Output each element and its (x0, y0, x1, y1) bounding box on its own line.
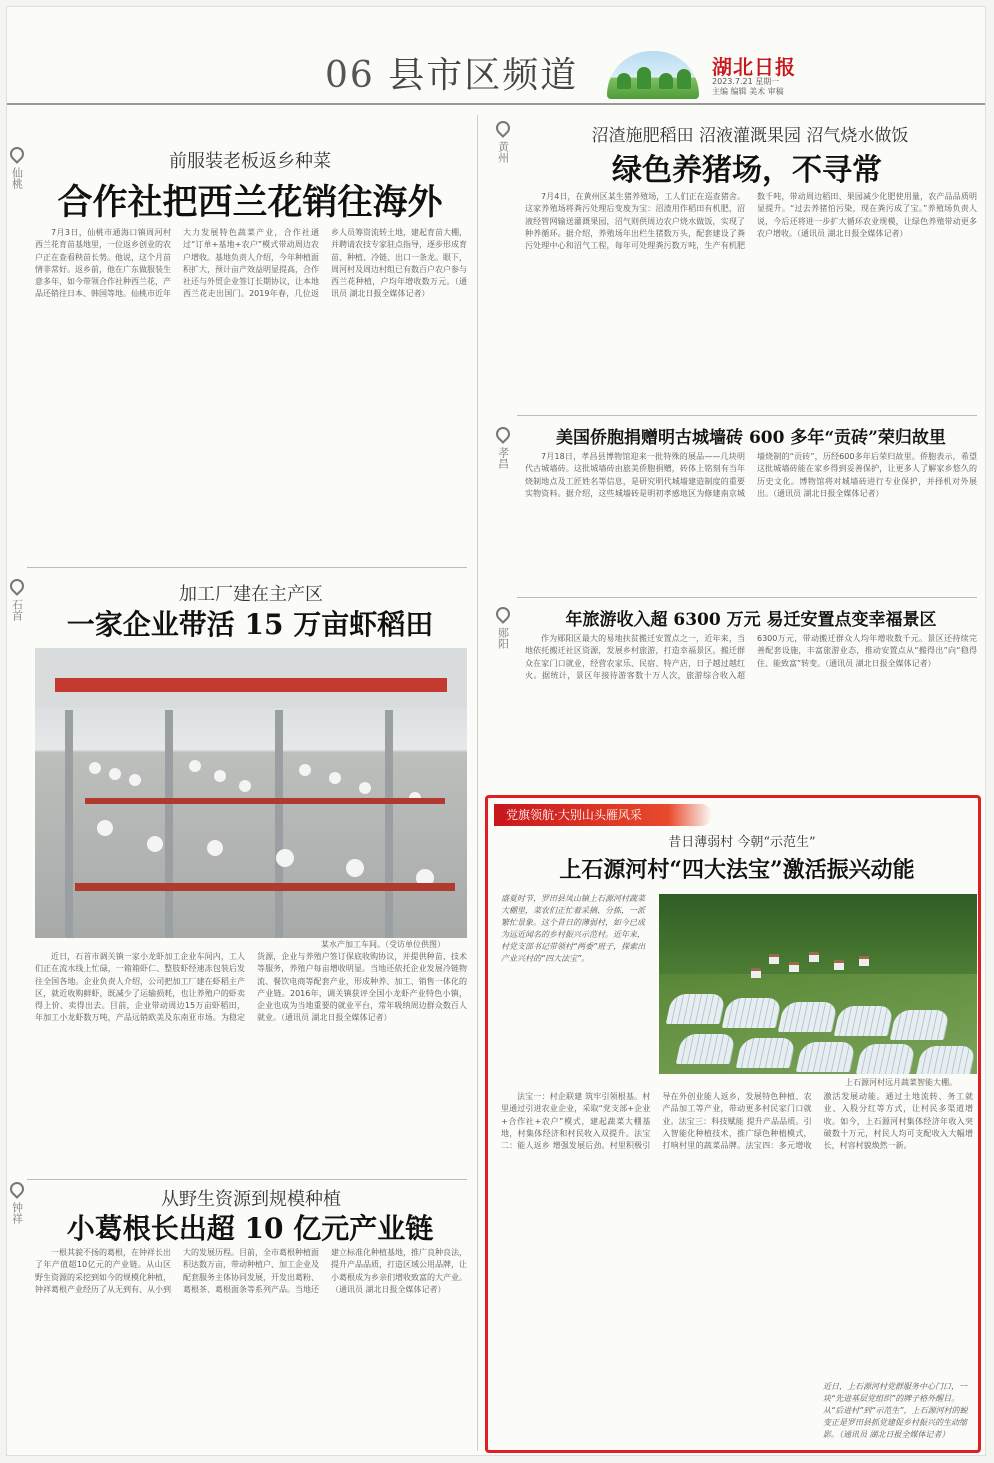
article-closing: 近日，上石源河村党群服务中心门口，一块“先进基层党组织”的牌子格外醒目。从“后进村”到“示范生”，上石源河村的蜕变正是罗田县抓党建促乡村振兴的生动缩影。（通讯员 湖北日报全媒体记者） (823, 1382, 968, 1439)
article-kicker: 前服装老板返乡种菜 (169, 151, 331, 172)
article-divider (27, 1179, 467, 1180)
region-label-shishou: 石首 (10, 579, 24, 621)
location-pin-icon (7, 576, 27, 596)
location-pin-icon (493, 604, 513, 624)
article-intro: 盛夏时节，罗田县凤山镇上石源河村蔬菜大棚里，菜农们正忙着采摘、分拣，一派繁忙景象。这个昔日的薄弱村，如今已成为远近闻名的乡村振兴示范村。近年来，村党支部书记带领村“两委”班子，探索出产业兴村的“四大法宝”。 (501, 894, 646, 963)
location-pin-icon (7, 1179, 27, 1199)
article-headline: 绿色养猪场，不寻常 (612, 153, 882, 188)
article-headline: 美国侨胞捐赠明古城墙砖 600 多年“贡砖”荣归故里 (556, 428, 946, 448)
column-divider (477, 115, 478, 1451)
article-headline: 上石源河村“四大法宝”激活振兴动能 (559, 857, 915, 883)
photo-caption: 某水产加工车间。（受访单位供图） (321, 940, 445, 949)
article-headline: 合作社把西兰花销往海外 (57, 182, 443, 223)
article-divider (517, 415, 977, 416)
article-headline: 一家企业带活 15 万亩虾稻田 (66, 608, 434, 641)
article-body: 7月4日，在黄州区某生猪养殖场，工人们正在巡查猪舍。这家养殖场将粪污处理后变废为宝：沼渣用作稻田有机肥，沼液经管网输送灌溉果园，沼气则供周边农户烧水做饭，实现了种养循环。据介绍，养殖场年出栏生猪数万头，配套建设了粪污处理中心和沼气工程，每年可处理粪污数万吨，生产有机肥数千吨，带动周边稻田、果园减少化肥使用量，农产品品质明显提升。“过去养猪怕污染，现在粪污成了宝。”养殖场负责人说，今后还将进一步扩大循环农业规模，让绿色养殖带动更多农户增收。（通讯员 湖北日报全媒体记者） (525, 192, 977, 251)
region-label-zhongxiang: 钟祥 (10, 1182, 24, 1224)
article-headline: 小葛根长出超 10 亿元产业链 (66, 1212, 434, 1245)
masthead-date-block (712, 77, 784, 97)
article-body: 近日，石首市调关镇一家小龙虾加工企业车间内，工人们正在流水线上忙碌，一箱箱虾仁、整肢虾经速冻包装后发往全国各地。企业负责人介绍，公司把加工厂建在虾稻主产区，就近收购鲜虾，既减少了运输损耗，也让养殖户的虾卖得上价、卖得出去。目前，企业带动周边15万亩虾稻田，年加工小龙虾数万吨，产品远销欧美及东南亚市场。为稳定货源，企业与养殖户签订保底收购协议，并提供种苗、技术等服务，养殖户每亩增收明显。当地还依托企业发展冷链物流、餐饮电商等配套产业，形成种养、加工、销售一体化的产业链。2016年，调关镇获评全国小龙虾产业特色小镇，企业也成为当地重要的就业平台，常年吸纳周边群众数百人就业。（通讯员 湖北日报全媒体记者） (35, 952, 467, 1023)
article-body: 法宝一：村企联建 筑牢引领根基。村里通过引进农业企业，采取“党支部+企业+合作社+农户”模式，建起蔬菜大棚基地，村集体经济和村民收入双提升。法宝二：能人返乡 增强发展后劲。村里积极引导在外创业能人返乡，发展特色种植、农产品加工等产业，带动更多村民家门口就业。法宝三：科技赋能 提升产品品质。引入智能化种植技术，推广绿色种植模式，打响村里的蔬菜品牌。法宝四：多元增收 激活发展动能。通过土地流转、务工就业、入股分红等方式，让村民多渠道增收。如今，上石源河村集体经济年收入突破数十万元，村民人均可支配收入大幅增长，村容村貌焕然一新。 (501, 1092, 973, 1151)
masthead (7, 7, 985, 103)
masthead-editors: 主编 编辑 美术 审稿 (712, 87, 784, 96)
article-body: 作为郧阳区最大的易地扶贫搬迁安置点之一，近年来，当地依托搬迁社区资源，发展乡村旅游，打造幸福景区。搬迁群众在家门口就业，经营农家乐、民宿、特产店，日子越过越红火。据统计，景区年接待游客数十万人次，旅游综合收入超6300万元，带动搬迁群众人均年增收数千元。景区还持续完善配套设施，丰富旅游业态，推动安置点从“搬得出”向“稳得住、能致富”转变。（通讯员 湖北日报全媒体记者） (525, 634, 977, 680)
column-banner: 党旗领航·大别山头雁风采 (494, 804, 712, 826)
location-pin-icon (7, 144, 27, 164)
village-greenhouse-photo (659, 894, 977, 1074)
section-name: 县市区频道 (388, 55, 579, 96)
newspaper-page (6, 6, 986, 1456)
location-pin-icon (493, 118, 513, 138)
region-label-xiaochang: 孝昌 (496, 427, 510, 469)
region-label-yunyang: 郧阳 (496, 607, 510, 649)
article-divider (517, 597, 977, 598)
masthead-rule (7, 103, 985, 105)
article-body: 7月3日，仙桃市通海口镇周河村西兰花育苗基地里，一位返乡创业的农户正在查看秧苗长势。他说，这个月苗情非常好。返乡前，他在广东做服装生意多年，如今带领合作社种西兰花，产品还销往日本、韩国等地。仙桃市近年大力发展特色蔬菜产业，合作社通过“订单+基地+农户”模式带动周边农户增收。基地负责人介绍，今年种植面积扩大，预计亩产效益明显提高，合作社还与外贸企业签订长期协议，让本地西兰花走出国门。2019年春，几位返乡人员筹资流转土地，建起育苗大棚，并聘请农技专家驻点指导，逐步形成育苗、种植、冷链、出口一条龙。眼下，周河村及周边村组已有数百户农户参与西兰花种植，户均年增收数万元。（通讯员 湖北日报全媒体记者） (35, 228, 467, 299)
region-label-huangzhou: 黄州 (496, 121, 510, 163)
article-kicker: 从野生资源到规模种植 (161, 1189, 341, 1210)
section-title (325, 47, 578, 98)
article-divider (27, 567, 467, 568)
article-kicker: 昔日薄弱村 今朝“示范生” (668, 835, 816, 850)
article-kicker: 沼渣施肥稻田 沼液灌溉果园 沼气烧水做饭 (591, 126, 909, 146)
article-headline: 年旅游收入超 6300 万元 易迁安置点变幸福景区 (565, 610, 937, 630)
masthead-illustration (607, 51, 699, 99)
factory-photo-illustration (35, 648, 467, 938)
masthead-date: 2023.7.21 星期一 (712, 77, 780, 86)
article-body: 7月18日，孝昌县博物馆迎来一批特殊的展品——几块明代古城墙砖。这批城墙砖由旅美侨胞捐赠，砖体上铭刻有当年烧制地点及工匠姓名等信息，是研究明代城墙建造制度的重要实物资料。据介绍，这些城墙砖是明初孝感地区为修建南京城墙烧制的“贡砖”，历经600多年后荣归故里。侨胞表示，希望这批城墙砖能在家乡得到妥善保护，让更多人了解家乡悠久的历史文化。博物馆将对城墙砖进行专业保护，并择机对外展出。（通讯员 湖北日报全媒体记者） (525, 452, 977, 498)
location-pin-icon (493, 424, 513, 444)
article-kicker: 加工厂建在主产区 (179, 584, 323, 605)
photo-caption: 上石源河村远月蔬菜智能大棚。 (845, 1078, 957, 1087)
article-body: 一根其貌不扬的葛根，在钟祥长出了年产值超10亿元的产业链。从山区野生资源的采挖到如今的规模化种植，钟祥葛根产业经历了从无到有、从小到大的发展历程。目前，全市葛根种植面积达数万亩，带动种植户、加工企业及配套服务主体协同发展，开发出葛粉、葛根茶、葛根面条等系列产品。当地还建立标准化种植基地，推广良种良法，提升产品品质，打造区域公用品牌，让小葛根成为乡亲们增收致富的大产业。（通讯员 湖北日报全媒体记者） (35, 1248, 467, 1294)
factory-workshop-photo (35, 648, 467, 938)
page-number: 06 (325, 55, 375, 96)
newspaper-logo: 湖北日报 (712, 55, 796, 79)
region-label-xiantao: 仙桃 (10, 147, 24, 189)
